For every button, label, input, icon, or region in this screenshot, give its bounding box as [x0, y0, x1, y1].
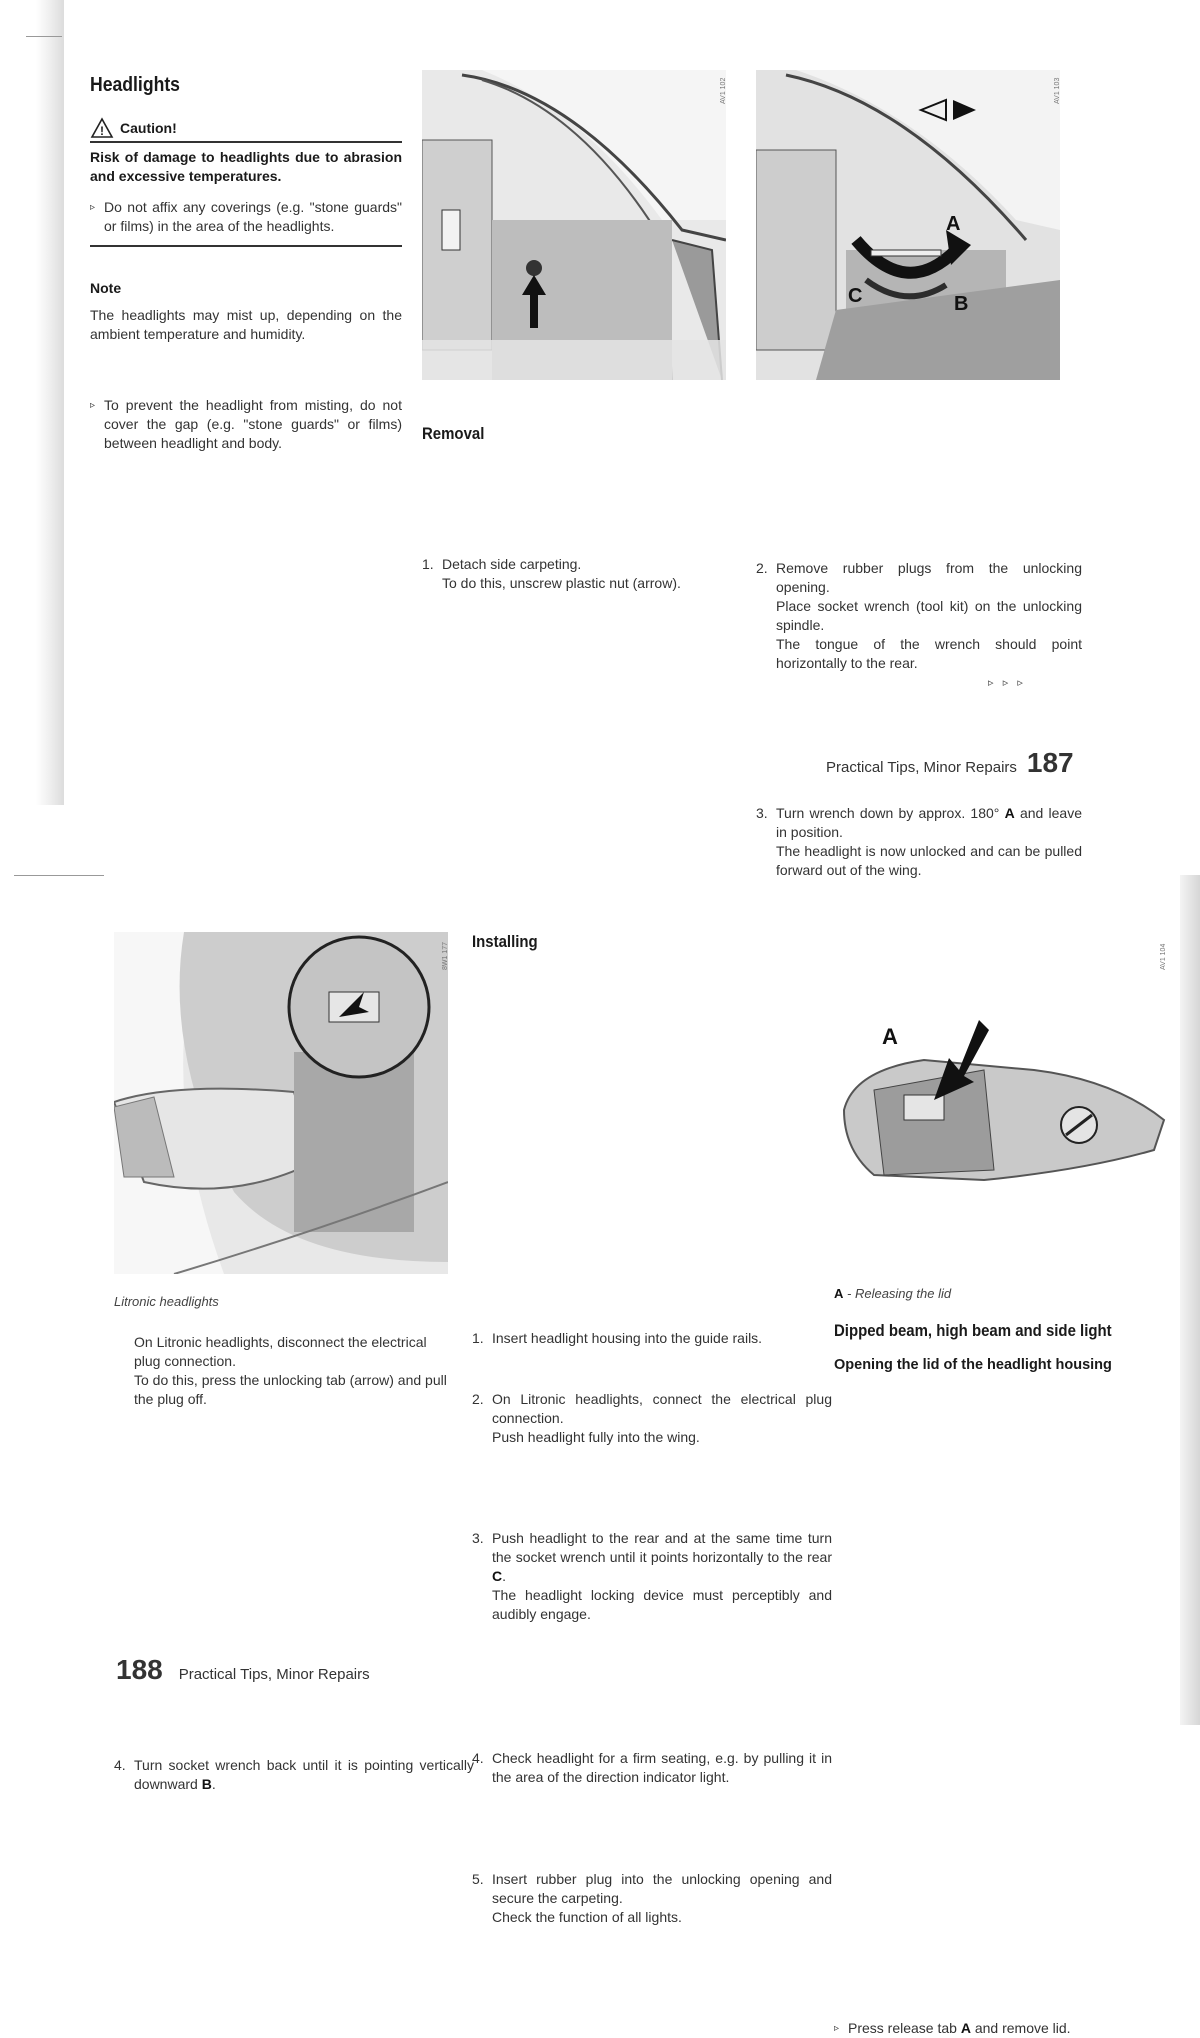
label-b: B — [954, 293, 969, 315]
removal-heading: Removal — [422, 424, 485, 443]
dipped-beam-heading: Dipped beam, high beam and side light — [834, 1321, 1112, 1340]
label-a: A — [946, 213, 961, 235]
carpet-nut-illustration — [422, 70, 726, 380]
note-heading: Note — [90, 280, 122, 296]
installing-step-5: 5. Insert rubber plug into the unlocking opening and secure the carpeting. Check the function of all lights. — [472, 1871, 832, 1925]
installing-step-1: 1. Insert headlight housing into the guide rails. — [472, 1330, 763, 1346]
figure-caption: Litronic headlights — [114, 1294, 219, 1309]
footer-title: Practical Tips, Minor Repairs — [178, 1666, 370, 1683]
removal-step-2: 2. Remove rubber plugs from the unlocking opening. Place socket wrench (tool kit) on the unlocking spindle. The tongue of the wrench should point horizontally to the rear. — [756, 560, 1082, 671]
caution-block — [90, 116, 402, 140]
installing-step-4: 4. Check headlight for a firm seating, e.g. by pulling it in the area of the direction indicator light. — [472, 1750, 832, 1785]
installing-step-2: 2. On Litronic headlights, connect the electrical plug connection. Push headlight fully into the wing. — [472, 1391, 832, 1445]
unlock-spindle-illustration — [756, 70, 1060, 380]
continued-marker: ▹ ▹ ▹ — [988, 677, 1023, 689]
litronic-headlight-illustration — [114, 932, 448, 1274]
headlight-lid-illustration — [834, 1000, 1170, 1190]
footer-title: Practical Tips, Minor Repairs — [826, 759, 1017, 776]
caution-text: Risk of damage to headlights due to abrasion and excessive temperatures. — [90, 149, 402, 184]
installing-heading: Installing — [472, 932, 538, 951]
caution-header — [90, 116, 402, 140]
removal-step-1: 1. Detach side carpeting. To do this, unscrew plastic nut (arrow). — [422, 556, 681, 591]
label-a: A — [882, 1024, 898, 1049]
triangle-bullet-icon: ▹ — [90, 202, 96, 213]
litronic-disconnect-text: On Litronic headlights, disconnect the electrical plug connection. To do this, press the unlocking tab (arrow) and pull the plug off. — [134, 1334, 447, 1407]
triangle-bullet-icon: ▹ — [90, 400, 96, 411]
press-release-tab: ▹ Press release tab A and remove lid. — [834, 2020, 1071, 2036]
figure-caption: A - Releasing the lid — [834, 1286, 952, 1301]
figure-code: AV1 102 — [720, 77, 727, 104]
page-number: 188 — [116, 1654, 163, 1685]
caution-label: Caution! — [120, 120, 177, 136]
page-title: Headlights — [90, 74, 180, 96]
scan-mark — [26, 36, 62, 37]
warning-triangle-icon — [90, 117, 114, 139]
removal-step-4: 4. Turn socket wrench back until it is pointing vertically downward B. — [114, 1757, 474, 1792]
figure-code: AV1 103 — [1054, 77, 1061, 104]
note-text: The headlights may mist up, depending on the ambient temperature and humidity. — [90, 307, 402, 342]
caution-bullet: ▹ Do not affix any coverings (e.g. "stone guards" or films) in the area of the headlights. — [90, 199, 402, 234]
removal-step-3: 3. Turn wrench down by approx. 180° A and leave in position. The headlight is now unlocked and can be pulled forward out of the wing. — [756, 805, 1082, 878]
page-gutter-shadow — [0, 0, 64, 805]
figure-carpet-nut — [422, 70, 726, 380]
caution-bottom-divider — [90, 245, 402, 247]
figure-unlock-spindle — [756, 70, 1060, 380]
installing-step-3: 3. Push headlight to the rear and at the same time turn the socket wrench until it points horizontally to the rear C. The headlight locking device must perceptibly and audibly engage. — [472, 1530, 832, 1622]
label-c: C — [848, 285, 863, 307]
scan-mark — [14, 875, 104, 876]
page-right-shadow — [1180, 875, 1200, 1725]
opening-lid-heading: Opening the lid of the headlight housing — [834, 1357, 1112, 1373]
page-number: 187 — [1026, 747, 1074, 778]
page-footer-188 — [116, 1654, 370, 1686]
note-bullet: ▹ To prevent the headlight from misting, do not cover the gap (e.g. "stone guards" or films) between headlight and body. — [90, 397, 402, 451]
figure-headlight-lid — [834, 1000, 1170, 1190]
figure-code: AV1 104 — [1160, 943, 1167, 970]
figure-code: 8W1 177 — [442, 941, 449, 970]
triangle-bullet-icon: ▹ — [834, 2023, 840, 2034]
caution-divider — [90, 141, 402, 143]
page-footer-187 — [826, 747, 1074, 779]
figure-litronic-headlight — [114, 932, 448, 1274]
svg-text:!: ! — [100, 124, 104, 138]
